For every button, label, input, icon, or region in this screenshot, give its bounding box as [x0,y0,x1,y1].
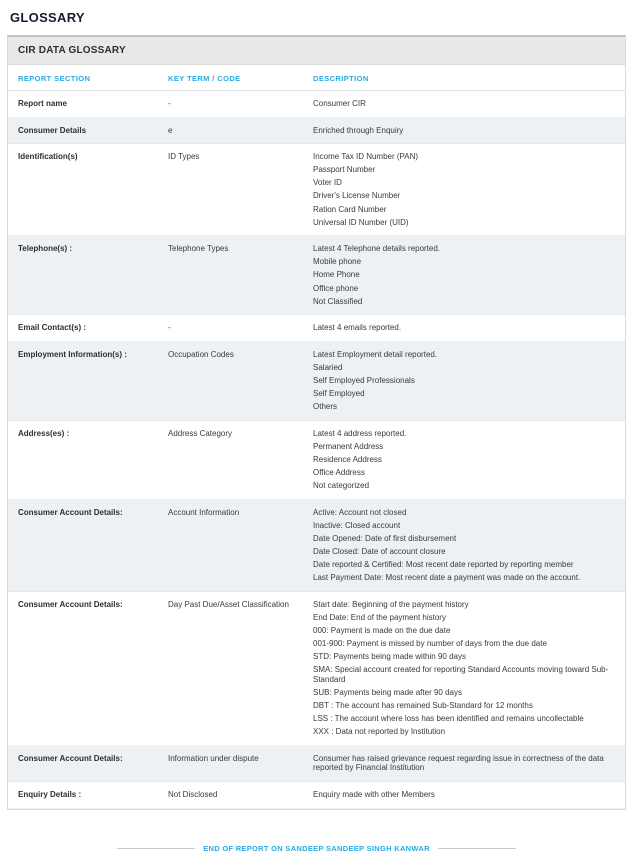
table-row [8,144,625,236]
description-line: Enriched through Enquiry [313,125,404,135]
description-cell [303,782,625,809]
description-line: Passport Number [313,165,376,175]
table-header-row [8,65,625,91]
key-term-cell: - [168,323,171,333]
description-line: Permanent Address [313,441,384,451]
description-cell [303,117,625,144]
description-line: End Date: End of the payment history [313,612,446,622]
description-line: LSS : The account where loss has been identified and remains uncollectable [313,714,584,724]
description-line: Salaried [313,362,343,372]
footer-line-right [438,848,516,849]
key-term-cell: Occupation Codes [168,349,234,359]
end-of-report-footer [7,844,626,853]
description-cell [303,745,625,781]
table-row [8,420,625,499]
description-line: SMA: Special account created for reporting Standard Accounts moving toward Sub-Standard [313,665,609,684]
glossary-section-header: CIR DATA GLOSSARY [8,37,625,65]
description-cell [303,341,625,420]
description-cell [303,499,625,591]
footer-text: END OF REPORT ON SANDEEP SANDEEP SINGH KANWAR [203,843,430,853]
description-line: 001-900: Payment is missed by number of days from the due date [313,639,547,649]
description-line: Voter ID [313,178,342,188]
description-line: Enquiry made with other Members [313,790,435,800]
report-section-cell: Email Contact(s) : [18,323,87,333]
report-section-cell: Enquiry Details : [18,790,82,800]
description-line: Consumer CIR [313,99,366,108]
description-line: SUB: Payments being made after 90 days [313,687,462,697]
table-row [8,745,625,781]
description-line: Not Classified [313,296,363,306]
table-row [8,782,625,809]
description-line: Mobile phone [313,257,362,267]
table-row [8,117,625,144]
glossary-block [7,35,626,810]
description-line: Latest 4 Telephone details reported. [313,244,441,254]
report-section-cell: Address(es) : [18,428,70,438]
description-cell [303,144,625,236]
key-term-cell: Day Past Due/Asset Classification [168,599,289,609]
description-line: Inactive: Closed account [313,520,401,530]
description-line: Latest Employment detail reported. [313,349,438,359]
description-line: Date Opened: Date of first disbursement [313,533,457,543]
report-section-cell: Identification(s) [18,152,78,162]
table-row [8,341,625,420]
description-line: XXX : Data not reported by Institution [313,727,446,737]
key-term-cell: Not Disclosed [168,790,218,800]
key-term-cell: Telephone Types [168,244,229,254]
description-line: 000: Payment is made on the due date [313,626,451,635]
description-cell [303,236,625,315]
glossary-table [8,65,625,809]
table-row [8,315,625,342]
report-section-cell: Consumer Account Details: [18,507,123,517]
report-section-cell: Consumer Account Details: [18,753,123,763]
description-cell [303,591,625,745]
description-cell [303,420,625,499]
description-line: Consumer has raised grievance request regarding issue in correctness of the data reported by Financial Institution [313,753,604,773]
table-row [8,499,625,591]
description-line: Last Payment Date: Most recent date a payment was made on the account. [313,573,581,583]
key-term-cell: Account Information [168,507,240,517]
table-row [8,591,625,745]
report-section-cell: Telephone(s) : [18,244,73,254]
description-line: Home Phone [313,270,360,280]
page-title: GLOSSARY [10,10,85,25]
description-line: Latest 4 emails reported. [313,323,402,333]
description-cell [303,315,625,342]
description-line: Office Address [313,468,365,478]
description-line: DBT : The account has remained Sub-Standard for 12 months [313,701,533,711]
description-line: Date Closed: Date of account closure [313,547,446,557]
description-line: Self Employed [313,389,365,399]
description-line: Not categorized [313,481,370,491]
description-line: Start date: Beginning of the payment history [313,599,469,609]
table-row [8,91,625,118]
description-line: Ration Card Number [313,204,387,214]
description-line: Latest 4 address reported. [313,428,407,438]
footer-line-left [117,848,195,849]
description-line: Driver's License Number [313,191,401,201]
report-section-cell: Consumer Account Details: [18,599,123,609]
description-line: Income Tax ID Number (PAN) [313,152,419,162]
table-row [8,236,625,315]
description-line: Universal ID Number (UID) [313,217,409,227]
description-line: Office phone [313,283,359,293]
description-line: Active: Account not closed [313,507,407,517]
column-header: KEY TERM / CODE [158,65,303,91]
description-cell [303,91,625,118]
report-section-cell: Report name [18,99,67,108]
key-term-cell: Information under dispute [168,753,259,763]
report-section-cell: Consumer Details [18,125,87,135]
description-line: STD: Payments being made within 90 days [313,652,466,662]
key-term-cell: ID Types [168,152,200,162]
description-line: Self Employed Professionals [313,376,415,385]
key-term-cell: e [168,125,173,135]
description-line: Date reported & Certified: Most recent date reported by reporting member [313,560,574,570]
column-header: DESCRIPTION [303,65,625,91]
column-header: REPORT SECTION [8,65,158,91]
key-term-cell: - [168,99,171,108]
description-line: Others [313,402,338,412]
key-term-cell: Address Category [168,428,233,438]
report-section-cell: Employment Information(s) : [18,349,127,359]
description-line: Residence Address [313,454,382,464]
